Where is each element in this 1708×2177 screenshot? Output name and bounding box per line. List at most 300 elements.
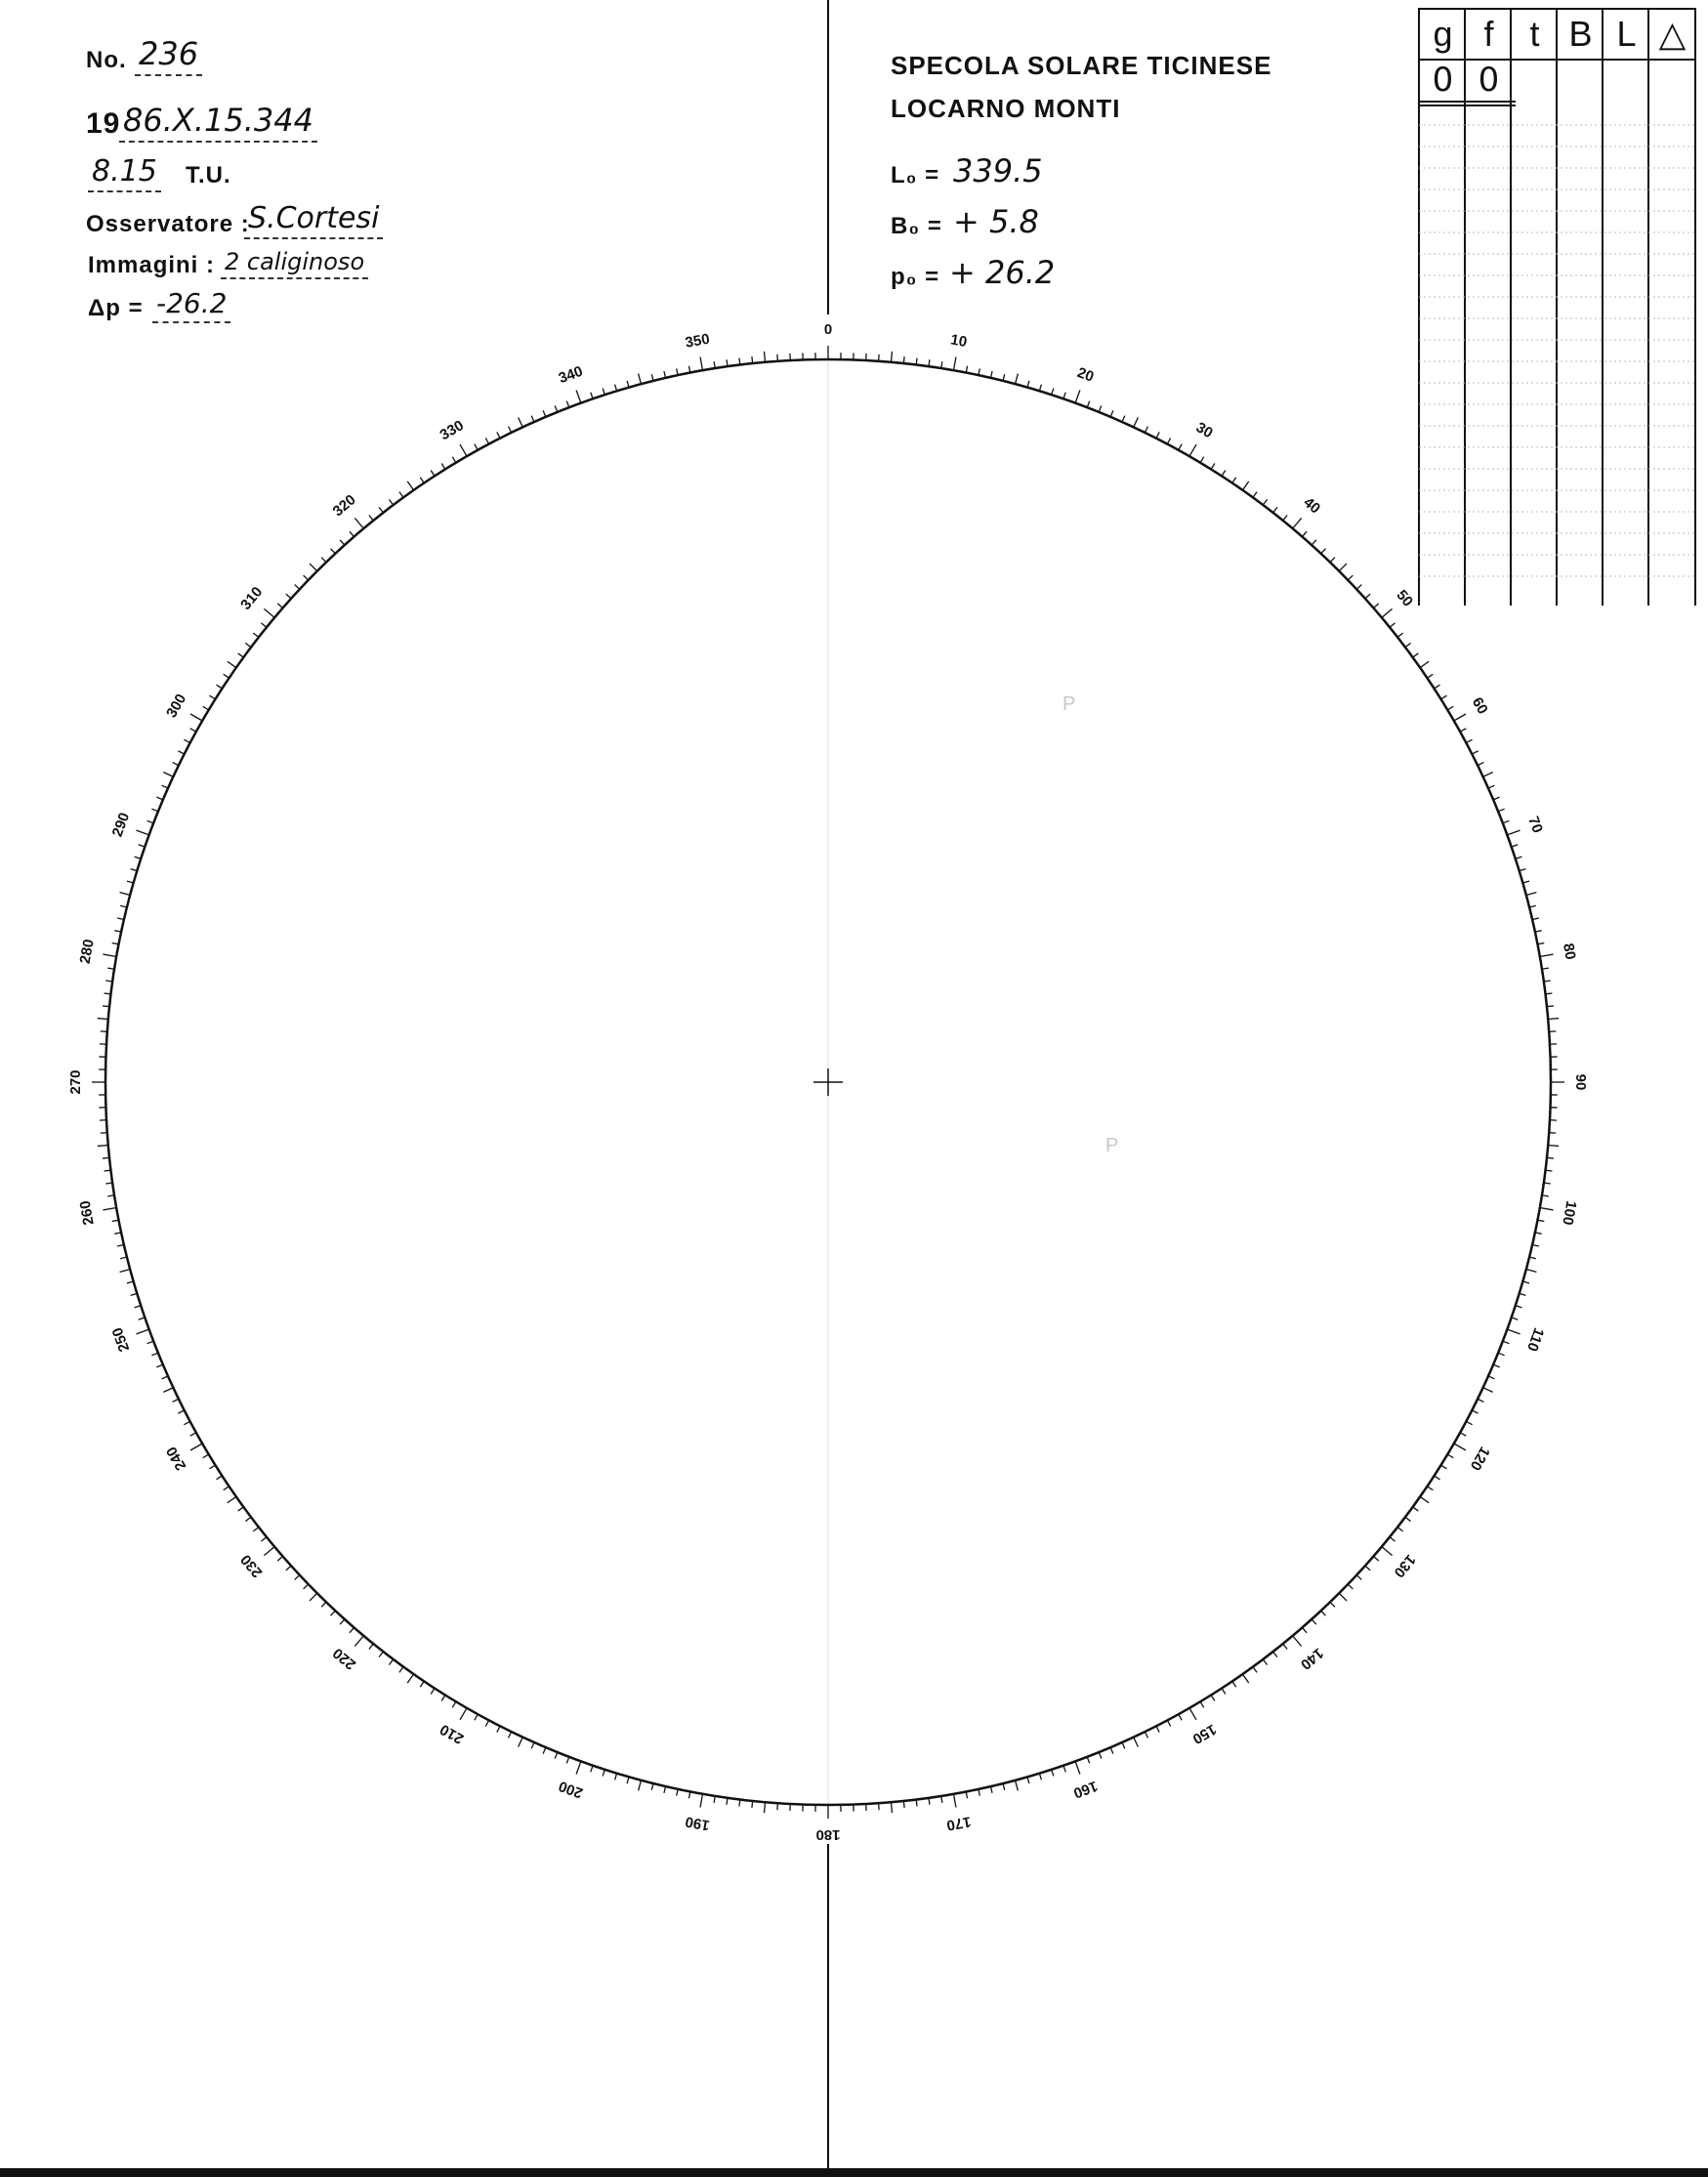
sunspot-table [1418,8,1708,125]
degree-tick [407,1674,413,1683]
degree-tick [1027,381,1029,388]
degree-tick [1548,1019,1559,1020]
degree-tick [531,1742,534,1748]
time-unit: T.U. [186,162,231,188]
degree-tick [354,1636,363,1647]
L0-label: L₀ = [891,162,940,188]
degree-tick [555,405,558,411]
row1-f: 0 [1478,61,1500,100]
degree-tick [1039,1774,1041,1780]
degree-label: 10 [949,331,969,351]
degree-tick [399,492,403,498]
degree-tick [1516,857,1522,858]
degree-tick [765,352,766,362]
degree-tick [1540,1207,1554,1209]
degree-tick [238,1507,244,1511]
degree-tick [369,515,373,520]
degree-tick [1441,695,1447,699]
degree-tick [953,356,955,370]
degree-tick [752,1801,753,1808]
degree-tick [1460,729,1466,732]
degree-tick [1122,1742,1125,1748]
degree-tick [639,374,642,385]
degree-tick [286,1566,291,1570]
degree-tick [1435,1476,1440,1480]
col-header-delta: △ [1658,14,1687,54]
degree-tick [350,1627,354,1632]
degree-tick [1232,1681,1236,1687]
degree-tick [953,1794,955,1808]
degree-tick [103,954,116,956]
faint-mark-2: P [1105,1135,1119,1156]
degree-tick [120,893,131,896]
degree-tick [651,1783,653,1790]
degree-label: 310 [237,583,267,613]
degree-tick [210,1465,216,1469]
degree-tick [331,549,336,554]
degree-tick [891,1802,892,1813]
degree-tick [1122,416,1125,422]
degree-tick [1435,685,1440,689]
degree-tick [114,931,121,932]
degree-tick [475,444,478,450]
degree-tick [1222,1689,1226,1695]
degree-tick [509,427,512,433]
degree-tick [566,1757,569,1764]
degree-label: 340 [556,362,586,388]
col-header-g: g [1433,14,1453,54]
degree-tick [1488,785,1494,788]
degree-tick [173,763,179,766]
degree-tick [277,604,282,608]
degree-tick [1413,653,1419,657]
degree-tick [1520,869,1526,871]
degree-tick [1211,464,1215,470]
degree-tick [131,869,138,871]
degree-label: 60 [1468,694,1491,718]
degree-tick [431,1689,435,1695]
degree-tick [127,881,134,883]
date-printed: 19 [86,107,121,140]
degree-label: 210 [437,1720,467,1747]
degree-tick [304,1584,309,1589]
degree-tick [190,729,196,732]
degree-tick [1283,515,1287,520]
degree-tick [1253,492,1257,498]
degree-tick [139,845,146,847]
images-value: 2 caliginoso [221,248,368,279]
degree-label: 230 [237,1551,267,1581]
institution-line1: SPECOLA SOLARE TICINESE [891,51,1272,80]
degree-tick [1466,739,1472,742]
degree-label: 80 [1560,942,1579,961]
degree-tick [1145,1732,1147,1737]
degree-label: 240 [163,1444,190,1474]
degree-tick [1348,1584,1353,1589]
degree-tick [190,714,202,721]
degree-tick [1039,385,1041,392]
p0-value: + 26.2 [949,254,1056,291]
degree-tick [304,575,309,580]
degree-tick [1472,751,1478,754]
degree-tick [1522,881,1529,883]
degree-tick [1110,410,1113,416]
degree-tick [156,797,162,800]
degree-label: 260 [76,1198,98,1227]
degree-tick [1263,1659,1267,1665]
degree-label: 110 [1522,1325,1548,1354]
degree-label: 150 [1189,1720,1220,1747]
degree-tick [543,1747,546,1753]
degree-tick [178,751,184,754]
degree-tick [1520,1293,1526,1295]
degree-tick [739,1799,740,1806]
degree-tick [147,820,154,823]
degree-tick [1145,427,1147,433]
degree-label: 280 [76,938,98,966]
degree-tick [162,1376,168,1379]
degree-tick [627,381,629,388]
degree-tick [555,1752,558,1758]
degree-tick [1027,1777,1029,1783]
degree-tick [1339,1593,1347,1601]
degree-tick [990,371,992,378]
degree-tick [1545,993,1552,994]
degree-tick [1156,1726,1159,1732]
degree-tick [519,417,523,427]
degree-tick [264,1547,274,1556]
degree-tick [1302,1627,1307,1632]
degree-tick [1547,1006,1554,1007]
degree-tick [1330,1602,1335,1607]
degree-tick [1232,478,1236,483]
degree-tick [1483,1388,1493,1393]
date-value: 86.X.15.344 [119,102,317,143]
degree-tick [203,1454,209,1458]
degree-label: 40 [1300,493,1324,518]
degree-tick [509,1732,512,1737]
degree-tick [1348,575,1353,580]
degree-tick [1339,564,1347,571]
degree-tick [1283,1644,1287,1649]
degree-tick [310,1593,317,1601]
degree-tick [340,1619,345,1624]
degree-tick [163,1388,173,1393]
degree-label: 0 [823,320,833,338]
degree-tick [1545,1170,1552,1171]
degree-label: 250 [108,1324,134,1355]
degree-tick [399,1667,403,1673]
degree-tick [407,481,413,490]
degree-tick [485,1720,488,1726]
degree-tick [1312,1619,1316,1624]
degree-tick [178,1410,184,1413]
degree-tick [1179,444,1182,450]
degree-tick [217,1476,223,1480]
degree-tick [903,1801,904,1808]
degree-tick [603,389,604,396]
degree-tick [1321,1611,1326,1615]
degree-tick [1365,1566,1370,1570]
degree-tick [1390,1537,1395,1541]
degree-tick [103,1207,116,1209]
degree-tick [1532,1244,1539,1246]
degree-tick [1454,714,1466,721]
degree-tick [1087,401,1090,408]
degree-tick [228,1496,236,1502]
degree-tick [277,1556,282,1561]
degree-tick [1156,432,1159,438]
degree-tick [1110,1747,1113,1753]
degree-tick [295,1575,300,1580]
degree-tick [261,623,266,627]
degree-tick [1075,1761,1080,1774]
degree-tick [441,1696,445,1701]
degree-tick [460,1708,467,1720]
degree-tick [139,1318,146,1319]
degree-tick [1330,558,1335,563]
degree-tick [120,905,127,907]
degree-tick [354,518,363,528]
number-value: 236 [135,35,202,76]
degree-label: 100 [1559,1198,1580,1227]
delta-p-value: -26.2 [152,287,230,323]
degree-tick [103,1006,109,1007]
degree-tick [1052,1770,1054,1777]
degree-tick [1312,540,1316,545]
observer-label: Osservatore : [86,211,250,237]
B0-label: B₀ = [891,213,942,239]
degree-tick [228,661,236,667]
observer-value: S.Cortesi [244,201,383,239]
degree-tick [441,464,445,470]
degree-label: 270 [66,1069,84,1095]
degree-tick [1003,1783,1005,1790]
p0-label: p₀ = [891,264,940,290]
degree-tick [1488,1376,1494,1379]
degree-tick [1498,809,1504,812]
degree-tick [1472,1410,1478,1413]
degree-tick [576,390,581,402]
institution-line2: LOCARNO MONTI [891,94,1121,123]
degree-tick [765,1802,766,1813]
degree-tick [1529,1257,1536,1259]
degree-tick [1052,389,1054,396]
degree-tick [1405,1517,1411,1521]
degree-tick [543,410,546,416]
degree-tick [519,1737,523,1747]
number-label: No. [86,47,127,73]
degree-tick [184,1421,189,1424]
degree-tick [98,1019,108,1020]
degree-tick [1547,1157,1554,1158]
degree-tick [1405,643,1411,647]
degree-label: 300 [163,691,190,721]
degree-tick [245,643,251,647]
degree-tick [1099,1752,1102,1758]
degree-label: 90 [1572,1073,1590,1091]
degree-tick [261,1537,266,1541]
degree-tick [1321,549,1326,554]
degree-tick [677,368,678,375]
degree-tick [190,1444,202,1450]
degree-tick [460,444,467,456]
degree-tick [1529,905,1536,907]
degree-tick [739,358,740,365]
degree-tick [1498,1353,1504,1356]
col-header-f: f [1483,14,1494,54]
degree-label: 70 [1524,814,1546,836]
degree-tick [1441,1465,1447,1469]
degree-tick [151,1353,157,1356]
degree-tick [1134,1737,1139,1747]
degree-tick [286,594,291,599]
degree-tick [1526,1270,1537,1273]
degree-tick [452,457,456,463]
degree-tick [1075,390,1080,402]
degree-label: 200 [556,1777,586,1802]
B0-value: + 5.8 [953,203,1039,240]
degree-label: 290 [108,810,134,840]
degree-tick [1493,1364,1499,1367]
degree-tick [1447,1454,1453,1458]
degree-tick [151,809,157,812]
degree-tick [664,1786,666,1793]
degree-tick [420,1681,424,1687]
degree-label: 350 [684,330,712,352]
degree-tick [120,1257,127,1259]
col-header-t: t [1529,14,1540,54]
degree-tick [253,633,259,637]
col-header-B: B [1568,14,1593,54]
degree-tick [147,1341,154,1344]
degree-tick [264,608,274,617]
degree-tick [891,352,892,362]
degree-tick [127,1281,134,1283]
degree-label: 20 [1074,364,1097,386]
degree-tick [1532,918,1539,920]
degree-tick [1478,1399,1483,1402]
degree-tick [184,739,189,742]
degree-tick [700,1794,702,1808]
degree-label: 30 [1192,419,1216,442]
L0-value: 339.5 [953,152,1043,189]
degree-label: 140 [1297,1644,1327,1673]
degree-label: 180 [815,1826,841,1844]
degree-tick [104,1170,111,1171]
degree-tick [245,1517,251,1521]
degree-tick [1493,797,1499,800]
degree-tick [120,1270,131,1273]
degree-tick [1179,1714,1182,1720]
degree-tick [98,1145,108,1146]
degree-tick [1507,1329,1520,1334]
degree-tick [1356,585,1361,590]
degree-label: 170 [944,1813,973,1834]
degree-tick [1397,633,1403,637]
degree-tick [1466,1421,1472,1424]
degree-tick [1253,1667,1257,1673]
degree-tick [1460,1433,1466,1436]
degree-tick [576,1761,581,1774]
degree-tick [1016,374,1019,385]
degree-tick [135,857,142,858]
degree-tick [452,1701,456,1707]
degree-tick [1454,1444,1466,1450]
degree-tick [1099,405,1102,411]
degree-tick [1293,1636,1302,1647]
degree-tick [1373,604,1378,608]
degree-tick [591,1766,593,1773]
degree-tick [321,1602,326,1607]
degree-tick [1548,1145,1559,1146]
degree-tick [224,674,229,678]
degree-tick [136,1329,148,1334]
degree-tick [340,540,345,545]
col-header-L: L [1616,14,1637,54]
degree-label: 320 [329,491,359,521]
degree-tick [591,393,593,399]
row1-g: 0 [1432,61,1454,100]
degree-tick [677,1789,678,1796]
degree-label: 160 [1070,1777,1101,1802]
degree-tick [1397,1528,1403,1531]
degree-tick [1167,1720,1170,1726]
degree-label: 120 [1466,1444,1493,1474]
degree-tick [379,1652,383,1657]
degree-tick [190,1433,196,1436]
degree-tick [1540,954,1554,956]
degree-tick [431,471,435,477]
degree-tick [1263,499,1267,505]
degree-tick [1382,608,1393,617]
degree-tick [331,1611,336,1615]
degree-tick [1167,438,1170,443]
degree-tick [1087,1757,1090,1764]
degree-tick [1522,1281,1529,1283]
degree-tick [1063,1766,1065,1773]
degree-tick [903,356,904,363]
degree-tick [1302,531,1307,536]
degree-tick [627,1777,629,1783]
degree-tick [156,1364,162,1367]
degree-label: 190 [684,1813,712,1834]
degree-tick [1016,1780,1019,1791]
degree-tick [173,1399,179,1402]
degree-tick [1512,845,1519,847]
degree-tick [1134,417,1139,427]
degree-tick [1535,1233,1542,1234]
degree-tick [990,1786,992,1793]
degree-tick [103,1157,109,1158]
degree-tick [210,695,216,699]
degree-tick [1189,444,1196,456]
degree-label: 330 [437,417,467,444]
degree-tick [1189,1708,1196,1720]
degree-tick [1356,1575,1361,1580]
degree-label: 130 [1390,1551,1419,1581]
degree-tick [1273,1652,1277,1657]
degree-tick [1242,481,1248,490]
delta-p-label: Δp = [88,295,144,321]
degree-tick [639,1780,642,1791]
degree-tick [420,478,424,483]
degree-tick [1413,1507,1419,1511]
degree-tick [1503,1341,1510,1344]
degree-tick [700,356,702,370]
faint-mark-1: P [1062,693,1076,715]
degree-tick [162,785,168,788]
